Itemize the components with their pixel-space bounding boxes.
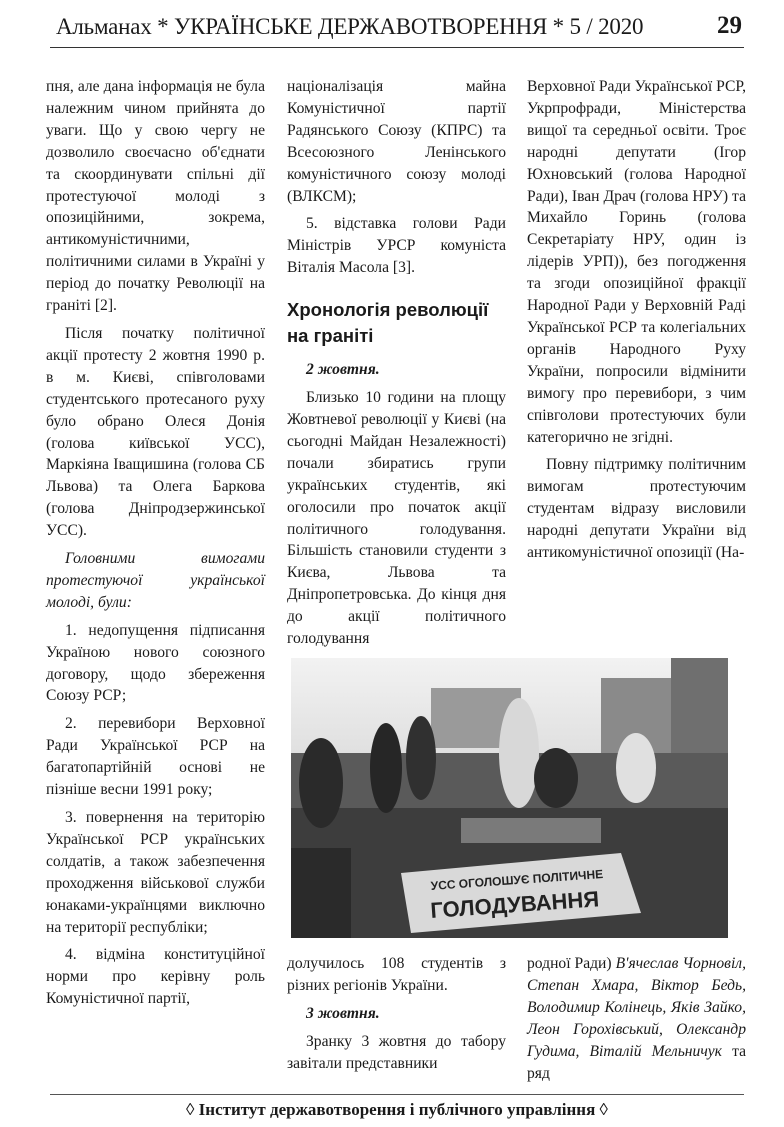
column-3-continued (527, 953, 746, 1090)
list-item: 3. повернення на територію Української РСР українських солдатів, а також забезпечення проходження військової служби юнаками-українцями виключно на території республіки; (46, 809, 265, 936)
column-1 (46, 76, 265, 1016)
list-item: 5. відставка голови Ради Міністрів УРСР комуніста Віталія Масола [3]. (287, 215, 506, 277)
date-heading: 3 жовтня. (306, 1004, 380, 1022)
photo-illustration (291, 658, 728, 938)
journal-title: Альманах * УКРАЇНСЬКЕ ДЕРЖАВОТВОРЕННЯ * 5 / 2020 (56, 14, 644, 39)
running-header (50, 6, 744, 48)
list-item: 1. недопущення підписання Україною нового союзного договору, щодо збереження Союзу РСР; (46, 621, 265, 705)
list-item: 4. відміна конституційної норми про керівну роль Комуністичної партії, (46, 946, 265, 1008)
paragraph: Повну підтримку політичним вимогам протестуючим студентам відразу висловили народні депутати України від антикомуністичної опозиції (На- (527, 456, 746, 562)
text-span: родної Ради) (527, 955, 612, 972)
paragraph: Верховної Ради Української РСР, Укрпрофради, Міністерства вищої та середньої освіти. Троє народні депутати (Ігор Юхновський (голова Народної Ради), Іван Драч (голова НРУ) та Михайло Горинь (голова Секретаріату НРУ, один із лідерів УРП)), без погодження та згоди опозиційної фракції Народної Ради у Верховній Раді Української РСР та колегіальних органів Народного Руху України, попросили відмінити вимогу про перевибори, з чим співголови протестуючих були категорично не згідні. (527, 78, 746, 446)
column-2-continued (287, 953, 506, 1081)
list-item: 2. перевибори Верховної Ради Української РСР на багатопартійній основі не пізніше весни 1991 року; (46, 715, 265, 799)
running-footer: ◊ Інститут державотворення і публічного управління ◊ (50, 1094, 744, 1120)
paragraph: Після початку політичної акції протесту 2 жовтня 1990 р. в м. Києві, співголовами студентського протесаного руху було обрано Олеся Донія (голова київської УСС), Маркіяна Іващишина (голова СБ Львова) та Олега Баркова (голова Дніпродзержинської УСС). (46, 324, 265, 540)
column-3 (527, 76, 746, 570)
paragraph: долучилось 108 студентів з різних регіонів України. (287, 955, 506, 994)
protest-photo (291, 658, 728, 938)
demands-intro: Головними вимогами протестуючої української молоді, були: (46, 550, 265, 611)
paragraph: Зранку 3 жовтня до табору завітали представники (287, 1032, 506, 1072)
paragraph: пня, але дана інформація не була належним чином прийнята до уваги. Що у свою чергу не дозволило своєчасно об'єднати та скоординувати спільні дії протестуючої молоді з опозиційними, зокрема, антикомуністичними, політичними силами в Україні у період до початку Революції на граніті [2]. (46, 78, 265, 315)
page-number: 29 (717, 12, 742, 39)
text-span: та ряд (527, 1042, 746, 1082)
paragraph: Близько 10 години на площу Жовтневої революції у Києві (на сьогодні Майдан Незалежності) почали збиратись групи українських студентів, які оголосили про початок акції політичного голодування. Більшість становили студенти з Києва, Львова та Дніпропетровська. До кінця дня до акції політичного голодування (287, 389, 506, 648)
paragraph (527, 953, 746, 1084)
paragraph: націоналізація майна Комуністичної партії Радянського Союзу (КПРС) та Всесоюзного Ленінського комуністичного союзу молоді (ВЛКСМ); (287, 78, 506, 205)
section-heading: Хронологія революції на граніті (287, 299, 489, 347)
date-heading: 2 жовтня. (306, 361, 380, 379)
column-2 (287, 76, 506, 656)
deputies-names: В'ячеслав Чорновіл, Степан Хмара, Віктор Бедь, Володимир Колінець, Яків Зайко, Леон Горохівський, Олександр Гудима, Віталій Мельничук (527, 955, 746, 1060)
banner-text-line2: ГОЛОДУВАННЯ (429, 886, 600, 923)
banner-text-line1: УСС ОГОЛОШУЄ ПОЛІТИЧНЕ (430, 866, 604, 893)
